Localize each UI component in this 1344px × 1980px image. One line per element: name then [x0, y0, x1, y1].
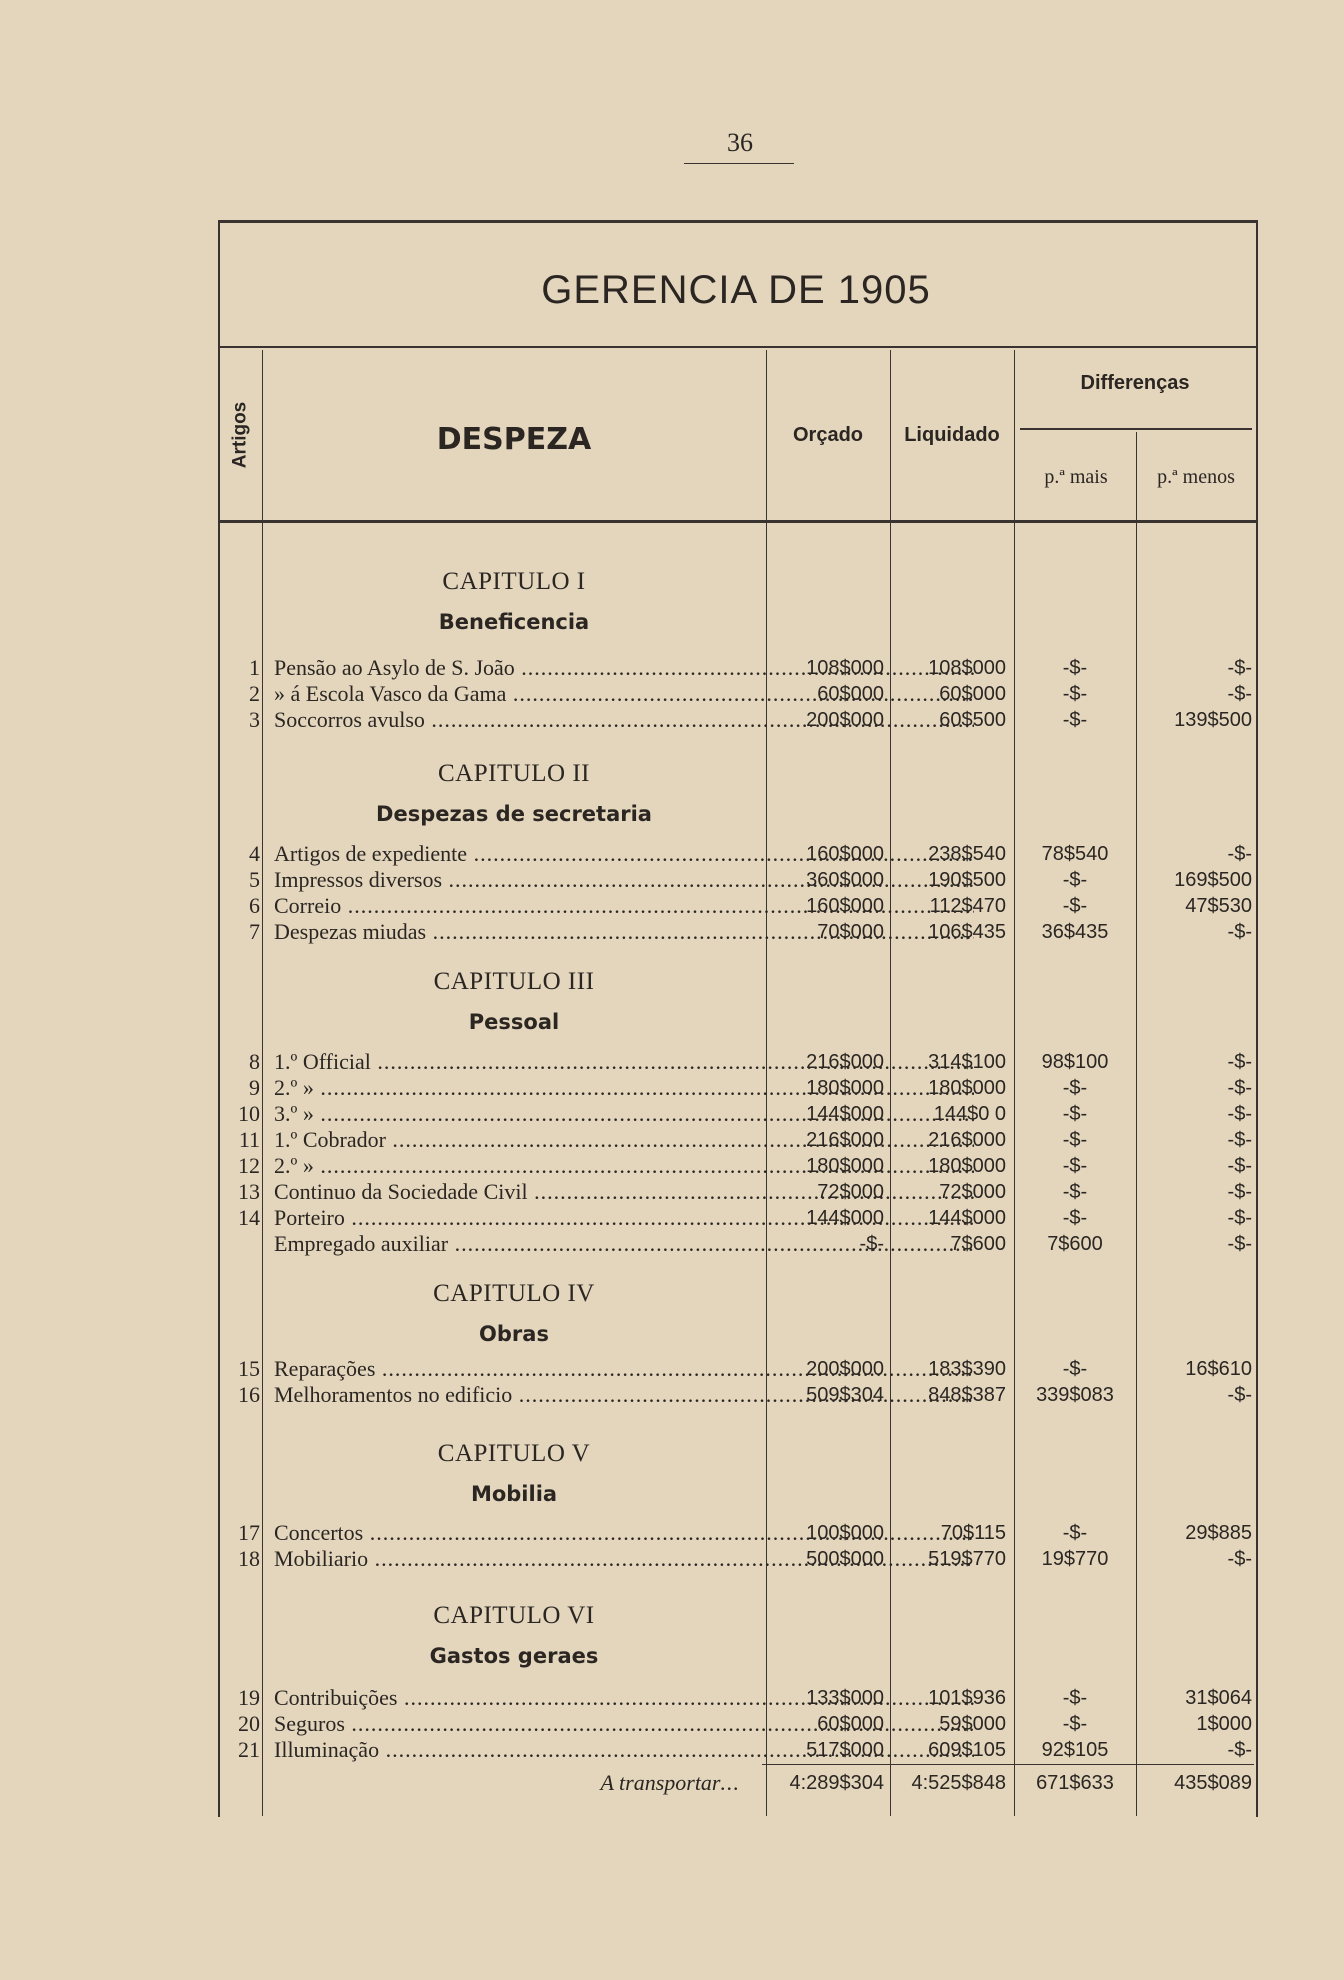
artigo-number: 14	[238, 1205, 260, 1230]
table-row	[220, 1101, 1254, 1127]
liquidado-value: 72$000	[939, 1181, 1006, 1203]
table-row	[220, 1356, 1254, 1382]
menos-value: -$-	[1227, 1207, 1252, 1229]
chapter-heading: CAPITULO II	[437, 760, 590, 787]
row-description: Pensão ao Asylo de S. João .....	[274, 655, 974, 681]
menos-value: -$-	[1227, 921, 1252, 943]
chapter-heading: CAPITULO IV	[433, 1280, 595, 1307]
row-description: Concertos .....	[274, 1520, 974, 1546]
liquidado-value: 70$115	[940, 1522, 1006, 1544]
mais-value: 339$083	[1036, 1384, 1114, 1406]
artigo-number: 18	[238, 1546, 260, 1571]
table-row	[220, 1231, 1254, 1257]
artigo-number: 20	[238, 1711, 260, 1736]
orcado-value: 72$000	[817, 1181, 884, 1203]
liquidado-value: 108$000	[928, 657, 1006, 679]
page-number: 36	[727, 128, 753, 157]
row-description: Illuminação .....	[274, 1737, 974, 1763]
orcado-value: 517$000	[806, 1739, 884, 1761]
row-description: Soccorros avulso .....	[274, 707, 974, 733]
liquidado-value: 144$0 0	[933, 1103, 1006, 1125]
menos-value: 31$064	[1185, 1687, 1252, 1709]
table-row	[220, 1179, 1254, 1205]
header-mais: p.ª mais	[1044, 466, 1108, 488]
artigo-number: 2	[249, 681, 260, 706]
orcado-value: 100$000	[806, 1522, 884, 1544]
row-description: Impressos diversos .....	[274, 867, 974, 893]
total-row	[220, 1770, 1254, 1796]
differencas-rule	[1020, 428, 1252, 430]
row-description: Porteiro .....	[274, 1205, 974, 1231]
header-menos: p.ª menos	[1157, 466, 1235, 488]
table-row	[220, 1075, 1254, 1101]
mais-value: -$-	[1062, 1522, 1088, 1544]
mais-value: 78$540	[1041, 843, 1109, 865]
row-description: Reparações .....	[274, 1356, 974, 1382]
liquidado-value: 190$500	[928, 869, 1006, 891]
liquidado-value: 183$390	[928, 1358, 1006, 1380]
orcado-value: 108$000	[806, 657, 884, 679]
row-description: Seguros .....	[274, 1711, 974, 1737]
header-artigos: Artigos	[229, 401, 250, 469]
row-description: Correio .....	[274, 893, 974, 919]
table-row	[220, 1049, 1254, 1075]
artigo-number: 11	[238, 1127, 260, 1152]
orcado-value: 509$304	[806, 1384, 884, 1406]
artigo-number: 5	[249, 867, 260, 892]
row-description: 2.º » .....	[274, 1075, 974, 1101]
orcado-value: 180$000	[806, 1155, 884, 1177]
orcado-value: -$-	[859, 1233, 884, 1255]
total-orcado: 4:289$304	[789, 1772, 884, 1794]
row-description: Empregado auxiliar .....	[274, 1231, 974, 1257]
liquidado-value: 848$387	[928, 1384, 1006, 1406]
row-description: » á Escola Vasco da Gama .....	[274, 681, 974, 707]
mais-value: -$-	[1062, 1129, 1088, 1151]
table-row	[220, 867, 1254, 893]
liquidado-value: 519$770	[928, 1548, 1006, 1570]
menos-value: -$-	[1227, 1051, 1252, 1073]
liquidado-value: 609$105	[928, 1739, 1006, 1761]
table-row	[220, 655, 1254, 681]
mais-value: -$-	[1062, 1155, 1088, 1177]
orcado-value: 180$000	[806, 1077, 884, 1099]
mais-value: -$-	[1062, 683, 1088, 705]
liquidado-value: 60$500	[939, 709, 1006, 731]
artigo-number: 17	[238, 1520, 260, 1545]
menos-value: -$-	[1227, 1129, 1252, 1151]
header-rule	[218, 520, 1258, 523]
liquidado-value: 314$100	[928, 1051, 1006, 1073]
menos-value: -$-	[1227, 657, 1252, 679]
menos-value: -$-	[1227, 683, 1252, 705]
chapter-title: Gastos geraes	[429, 1644, 599, 1668]
orcado-value: 70$000	[817, 921, 884, 943]
header-differencas: Differenças	[1080, 372, 1190, 394]
total-menos: 435$089	[1174, 1772, 1252, 1794]
total-liquidado: 4:525$848	[911, 1772, 1006, 1794]
mais-value: -$-	[1062, 657, 1088, 679]
liquidado-value: 238$540	[928, 843, 1006, 865]
mais-value: -$-	[1062, 869, 1088, 891]
mais-value: -$-	[1062, 1077, 1088, 1099]
table-row	[220, 893, 1254, 919]
mais-value: -$-	[1062, 709, 1088, 731]
title-rule	[218, 346, 1258, 348]
artigo-number: 12	[238, 1153, 260, 1178]
table-row	[220, 1205, 1254, 1231]
menos-value: -$-	[1227, 843, 1252, 865]
menos-value: -$-	[1227, 1384, 1252, 1406]
menos-value: 16$610	[1185, 1358, 1252, 1380]
chapter-title: Obras	[479, 1322, 549, 1346]
artigo-number: 10	[238, 1101, 260, 1126]
orcado-value: 500$000	[806, 1548, 884, 1570]
row-description: Despezas miudas .....	[274, 919, 974, 945]
artigo-number: 1	[249, 655, 260, 680]
mais-value: -$-	[1062, 1181, 1088, 1203]
orcado-value: 216$000	[806, 1051, 884, 1073]
orcado-value: 160$000	[806, 895, 884, 917]
mais-value: -$-	[1062, 1713, 1088, 1735]
chapter-heading: CAPITULO V	[437, 1440, 591, 1467]
row-description: Contribuições .....	[274, 1685, 974, 1711]
row-description: 1.º Cobrador .....	[274, 1127, 974, 1153]
liquidado-value: 60$000	[939, 683, 1006, 705]
total-mais: 671$633	[1036, 1772, 1114, 1794]
mais-value: 98$100	[1041, 1051, 1109, 1073]
mais-value: -$-	[1062, 1207, 1088, 1229]
menos-value: 169$500	[1174, 869, 1252, 891]
chapter-title: Pessoal	[468, 1010, 560, 1034]
artigo-number: 3	[249, 707, 260, 732]
table-row	[220, 919, 1254, 945]
menos-value: -$-	[1227, 1233, 1252, 1255]
row-description: Artigos de expediente .....	[274, 841, 974, 867]
menos-value: -$-	[1227, 1548, 1252, 1570]
total-rule	[762, 1764, 1254, 1765]
top-rule	[218, 220, 1258, 223]
liquidado-value: 7$600	[950, 1233, 1006, 1255]
total-label: A transportar ...	[260, 1770, 740, 1796]
mais-value: -$-	[1062, 895, 1088, 917]
liquidado-value: 180$000	[928, 1077, 1006, 1099]
table-row	[220, 681, 1254, 707]
liquidado-value: 144$000	[928, 1207, 1006, 1229]
menos-value: 139$500	[1174, 709, 1252, 731]
liquidado-value: 106$435	[928, 921, 1006, 943]
liquidado-value: 101$936	[928, 1687, 1006, 1709]
table-row	[220, 1127, 1254, 1153]
row-description: 3.º » .....	[274, 1101, 974, 1127]
menos-value: -$-	[1227, 1739, 1252, 1761]
orcado-value: 133$000	[806, 1687, 884, 1709]
row-description: Mobiliario .....	[274, 1546, 974, 1572]
chapter-title: Despezas de secretaria	[376, 802, 652, 826]
menos-value: -$-	[1227, 1077, 1252, 1099]
table-row	[220, 841, 1254, 867]
liquidado-value: 216$000	[928, 1129, 1006, 1151]
artigo-number: 19	[238, 1685, 260, 1710]
table-row	[220, 1382, 1254, 1408]
mais-value: 19$770	[1041, 1548, 1109, 1570]
artigo-number: 16	[238, 1382, 260, 1407]
artigo-number: 15	[238, 1356, 260, 1381]
orcado-value: 160$000	[806, 843, 884, 865]
chapter-heading: CAPITULO I	[442, 568, 586, 595]
menos-value: -$-	[1227, 1155, 1252, 1177]
table-row	[220, 1520, 1254, 1546]
artigo-number: 6	[249, 893, 260, 918]
orcado-value: 216$000	[806, 1129, 884, 1151]
menos-value: 47$530	[1185, 895, 1252, 917]
table-row	[220, 1711, 1254, 1737]
liquidado-value: 59$000	[939, 1713, 1006, 1735]
mais-value: -$-	[1062, 1687, 1088, 1709]
chapter-title: Mobilia	[470, 1482, 558, 1506]
mais-value: -$-	[1062, 1103, 1088, 1125]
table-row	[220, 1546, 1254, 1572]
row-description: Melhoramentos no edificio .....	[274, 1382, 974, 1408]
artigo-number: 8	[249, 1049, 260, 1074]
header-liquidado: Liquidado	[904, 424, 1000, 446]
table-row	[220, 707, 1254, 733]
table-row	[220, 1737, 1254, 1763]
menos-value: -$-	[1227, 1103, 1252, 1125]
row-description: 2.º » .....	[274, 1153, 974, 1179]
mais-value: 92$105	[1041, 1739, 1109, 1761]
orcado-value: 60$000	[817, 683, 884, 705]
mais-value: 36$435	[1041, 921, 1109, 943]
table-title: GERENCIA DE 1905	[541, 268, 931, 312]
chapter-heading: CAPITULO VI	[433, 1602, 595, 1629]
orcado-value: 144$000	[806, 1103, 884, 1125]
artigo-number: 7	[249, 919, 260, 944]
row-description: Continuo da Sociedade Civil .....	[274, 1179, 974, 1205]
orcado-value: 200$000	[806, 1358, 884, 1380]
artigo-number: 13	[238, 1179, 260, 1204]
artigo-number: 4	[249, 841, 260, 866]
table-row	[220, 1153, 1254, 1179]
menos-value: -$-	[1227, 1181, 1252, 1203]
row-description: 1.º Official .....	[274, 1049, 974, 1075]
chapter-heading: CAPITULO III	[433, 968, 595, 995]
page-number-rule	[684, 163, 794, 164]
header-despeza: DESPEZA	[436, 422, 592, 457]
liquidado-value: 112$470	[929, 895, 1006, 917]
liquidado-value: 180$000	[928, 1155, 1006, 1177]
chapter-title: Beneficencia	[438, 610, 590, 634]
orcado-value: 200$000	[806, 709, 884, 731]
menos-value: 29$885	[1185, 1522, 1252, 1544]
orcado-value: 60$000	[817, 1713, 884, 1735]
mais-value: 7$600	[1047, 1233, 1103, 1255]
table-row	[220, 1685, 1254, 1711]
mais-value: -$-	[1062, 1358, 1088, 1380]
orcado-value: 144$000	[806, 1207, 884, 1229]
menos-value: 1$000	[1196, 1713, 1252, 1735]
artigo-number: 9	[249, 1075, 260, 1100]
header-orcado: Orçado	[792, 424, 864, 446]
artigo-number: 21	[238, 1737, 260, 1762]
orcado-value: 360$000	[806, 869, 884, 891]
